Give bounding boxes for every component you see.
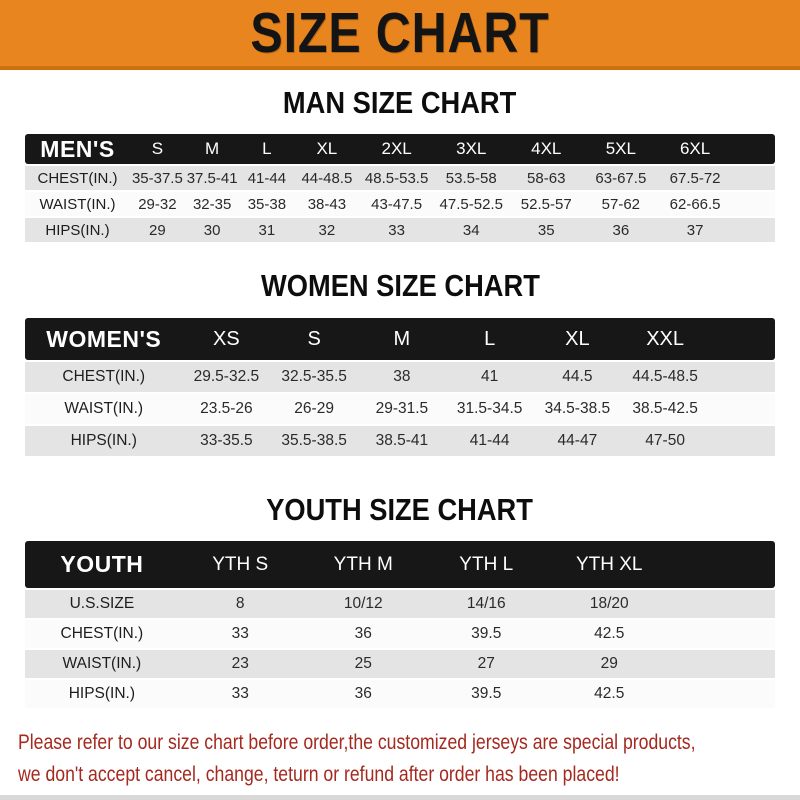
column-header: M [358, 318, 446, 360]
table-row [25, 678, 775, 708]
column-header: M [185, 134, 240, 164]
header-row [25, 541, 775, 588]
size-cell: 38-43 [294, 190, 359, 216]
size-cell: 23 [179, 648, 302, 678]
size-cell: 32-35 [185, 190, 240, 216]
column-header: XXL [621, 318, 709, 360]
filler-cell [671, 648, 775, 678]
filler-cell [709, 392, 775, 424]
column-header: S [130, 134, 185, 164]
column-header: XL [534, 318, 622, 360]
size-cell: 48.5-53.5 [360, 164, 434, 190]
column-header: YTH L [425, 541, 548, 588]
filler-header-cell [709, 318, 775, 360]
size-cell: 27 [425, 648, 548, 678]
size-cell: 52.5-57 [509, 190, 584, 216]
size-cell: 44-47 [534, 424, 622, 456]
table-row [25, 424, 775, 456]
size-cell: 41-44 [240, 164, 295, 190]
row-label: HIPS(IN.) [25, 678, 179, 708]
row-label: WAIST(IN.) [25, 392, 183, 424]
column-header: XS [183, 318, 271, 360]
column-header: 3XL [434, 134, 509, 164]
table-row [25, 216, 775, 242]
size-cell: 53.5-58 [434, 164, 509, 190]
size-cell: 33-35.5 [183, 424, 271, 456]
size-cell: 29-32 [130, 190, 185, 216]
size-cell: 26-29 [270, 392, 358, 424]
section-youth [0, 492, 800, 708]
table-row [25, 588, 775, 618]
filler-header-cell [671, 541, 775, 588]
size-cell: 29.5-32.5 [183, 360, 271, 392]
size-cell: 33 [179, 618, 302, 648]
size-cell: 43-47.5 [360, 190, 434, 216]
size-cell: 41-44 [446, 424, 534, 456]
column-header: 5XL [584, 134, 658, 164]
size-cell: 38 [358, 360, 446, 392]
size-cell: 31 [240, 216, 295, 242]
size-cell: 44-48.5 [294, 164, 359, 190]
size-cell: 29 [548, 648, 671, 678]
size-cell: 29-31.5 [358, 392, 446, 424]
size-cell: 37.5-41 [185, 164, 240, 190]
column-header: YTH XL [548, 541, 671, 588]
table-row [25, 648, 775, 678]
column-header: L [446, 318, 534, 360]
column-header: S [270, 318, 358, 360]
row-label: CHEST(IN.) [25, 618, 179, 648]
table-row [25, 164, 775, 190]
column-header: XL [294, 134, 359, 164]
section-heading-youth: YOUTH SIZE CHART [266, 492, 534, 527]
row-label: HIPS(IN.) [25, 424, 183, 456]
filler-cell [732, 216, 775, 242]
size-cell: 67.5-72 [658, 164, 732, 190]
size-cell: 35 [509, 216, 584, 242]
size-cell: 35-38 [240, 190, 295, 216]
filler-cell [671, 588, 775, 618]
youth-size-table [25, 541, 775, 708]
footer-line-1: Please refer to our size chart before order,the customized jerseys are special products, [18, 731, 696, 754]
size-cell: 8 [179, 588, 302, 618]
footer-line-2: we don't accept cancel, change, teturn or refund after order has been placed! [18, 763, 620, 786]
table-corner-label: MEN'S [25, 134, 130, 164]
size-cell: 47.5-52.5 [434, 190, 509, 216]
size-cell: 33 [360, 216, 434, 242]
row-label: U.S.SIZE [25, 588, 179, 618]
section-heading-men: MAN SIZE CHART [283, 85, 517, 120]
row-label: CHEST(IN.) [25, 164, 130, 190]
size-cell: 38.5-42.5 [621, 392, 709, 424]
table-row [25, 392, 775, 424]
size-cell: 63-67.5 [584, 164, 658, 190]
size-cell: 57-62 [584, 190, 658, 216]
size-cell: 34 [434, 216, 509, 242]
section-men [0, 85, 800, 242]
banner-title: SIZE CHART [250, 0, 550, 65]
row-label: WAIST(IN.) [25, 190, 130, 216]
size-cell: 23.5-26 [183, 392, 271, 424]
size-cell: 42.5 [548, 618, 671, 648]
row-label: HIPS(IN.) [25, 216, 130, 242]
size-cell: 44.5-48.5 [621, 360, 709, 392]
size-cell: 39.5 [425, 678, 548, 708]
bottom-strip [0, 795, 800, 800]
row-label: WAIST(IN.) [25, 648, 179, 678]
size-cell: 58-63 [509, 164, 584, 190]
size-cell: 25 [302, 648, 425, 678]
table-row [25, 190, 775, 216]
banner [0, 0, 800, 70]
section-heading-women: WOMEN SIZE CHART [260, 268, 540, 303]
footer-disclaimer [18, 728, 800, 792]
size-cell: 35-37.5 [130, 164, 185, 190]
women-size-table [25, 318, 775, 456]
size-cell: 10/12 [302, 588, 425, 618]
column-header: YTH S [179, 541, 302, 588]
column-header: YTH M [302, 541, 425, 588]
row-label: CHEST(IN.) [25, 360, 183, 392]
size-cell: 36 [584, 216, 658, 242]
column-header: 6XL [658, 134, 732, 164]
filler-cell [671, 678, 775, 708]
size-cell: 62-66.5 [658, 190, 732, 216]
size-cell: 33 [179, 678, 302, 708]
size-cell: 35.5-38.5 [270, 424, 358, 456]
column-header: L [240, 134, 295, 164]
size-cell: 18/20 [548, 588, 671, 618]
men-size-table [25, 134, 775, 242]
filler-cell [732, 164, 775, 190]
size-cell: 31.5-34.5 [446, 392, 534, 424]
size-cell: 39.5 [425, 618, 548, 648]
header-row [25, 134, 775, 164]
filler-cell [709, 424, 775, 456]
size-cell: 47-50 [621, 424, 709, 456]
filler-cell [671, 618, 775, 648]
size-cell: 41 [446, 360, 534, 392]
column-header: 4XL [509, 134, 584, 164]
size-cell: 38.5-41 [358, 424, 446, 456]
table-corner-label: YOUTH [25, 541, 179, 588]
size-cell: 29 [130, 216, 185, 242]
size-cell: 36 [302, 618, 425, 648]
filler-cell [709, 360, 775, 392]
table-row [25, 360, 775, 392]
size-cell: 44.5 [534, 360, 622, 392]
size-cell: 37 [658, 216, 732, 242]
column-header: 2XL [360, 134, 434, 164]
size-cell: 42.5 [548, 678, 671, 708]
filler-cell [732, 190, 775, 216]
size-cell: 30 [185, 216, 240, 242]
filler-header-cell [732, 134, 775, 164]
size-cell: 32 [294, 216, 359, 242]
table-corner-label: WOMEN'S [25, 318, 183, 360]
size-cell: 36 [302, 678, 425, 708]
size-cell: 14/16 [425, 588, 548, 618]
header-row [25, 318, 775, 360]
size-cell: 32.5-35.5 [270, 360, 358, 392]
table-row [25, 618, 775, 648]
size-cell: 34.5-38.5 [534, 392, 622, 424]
section-women [0, 268, 800, 456]
